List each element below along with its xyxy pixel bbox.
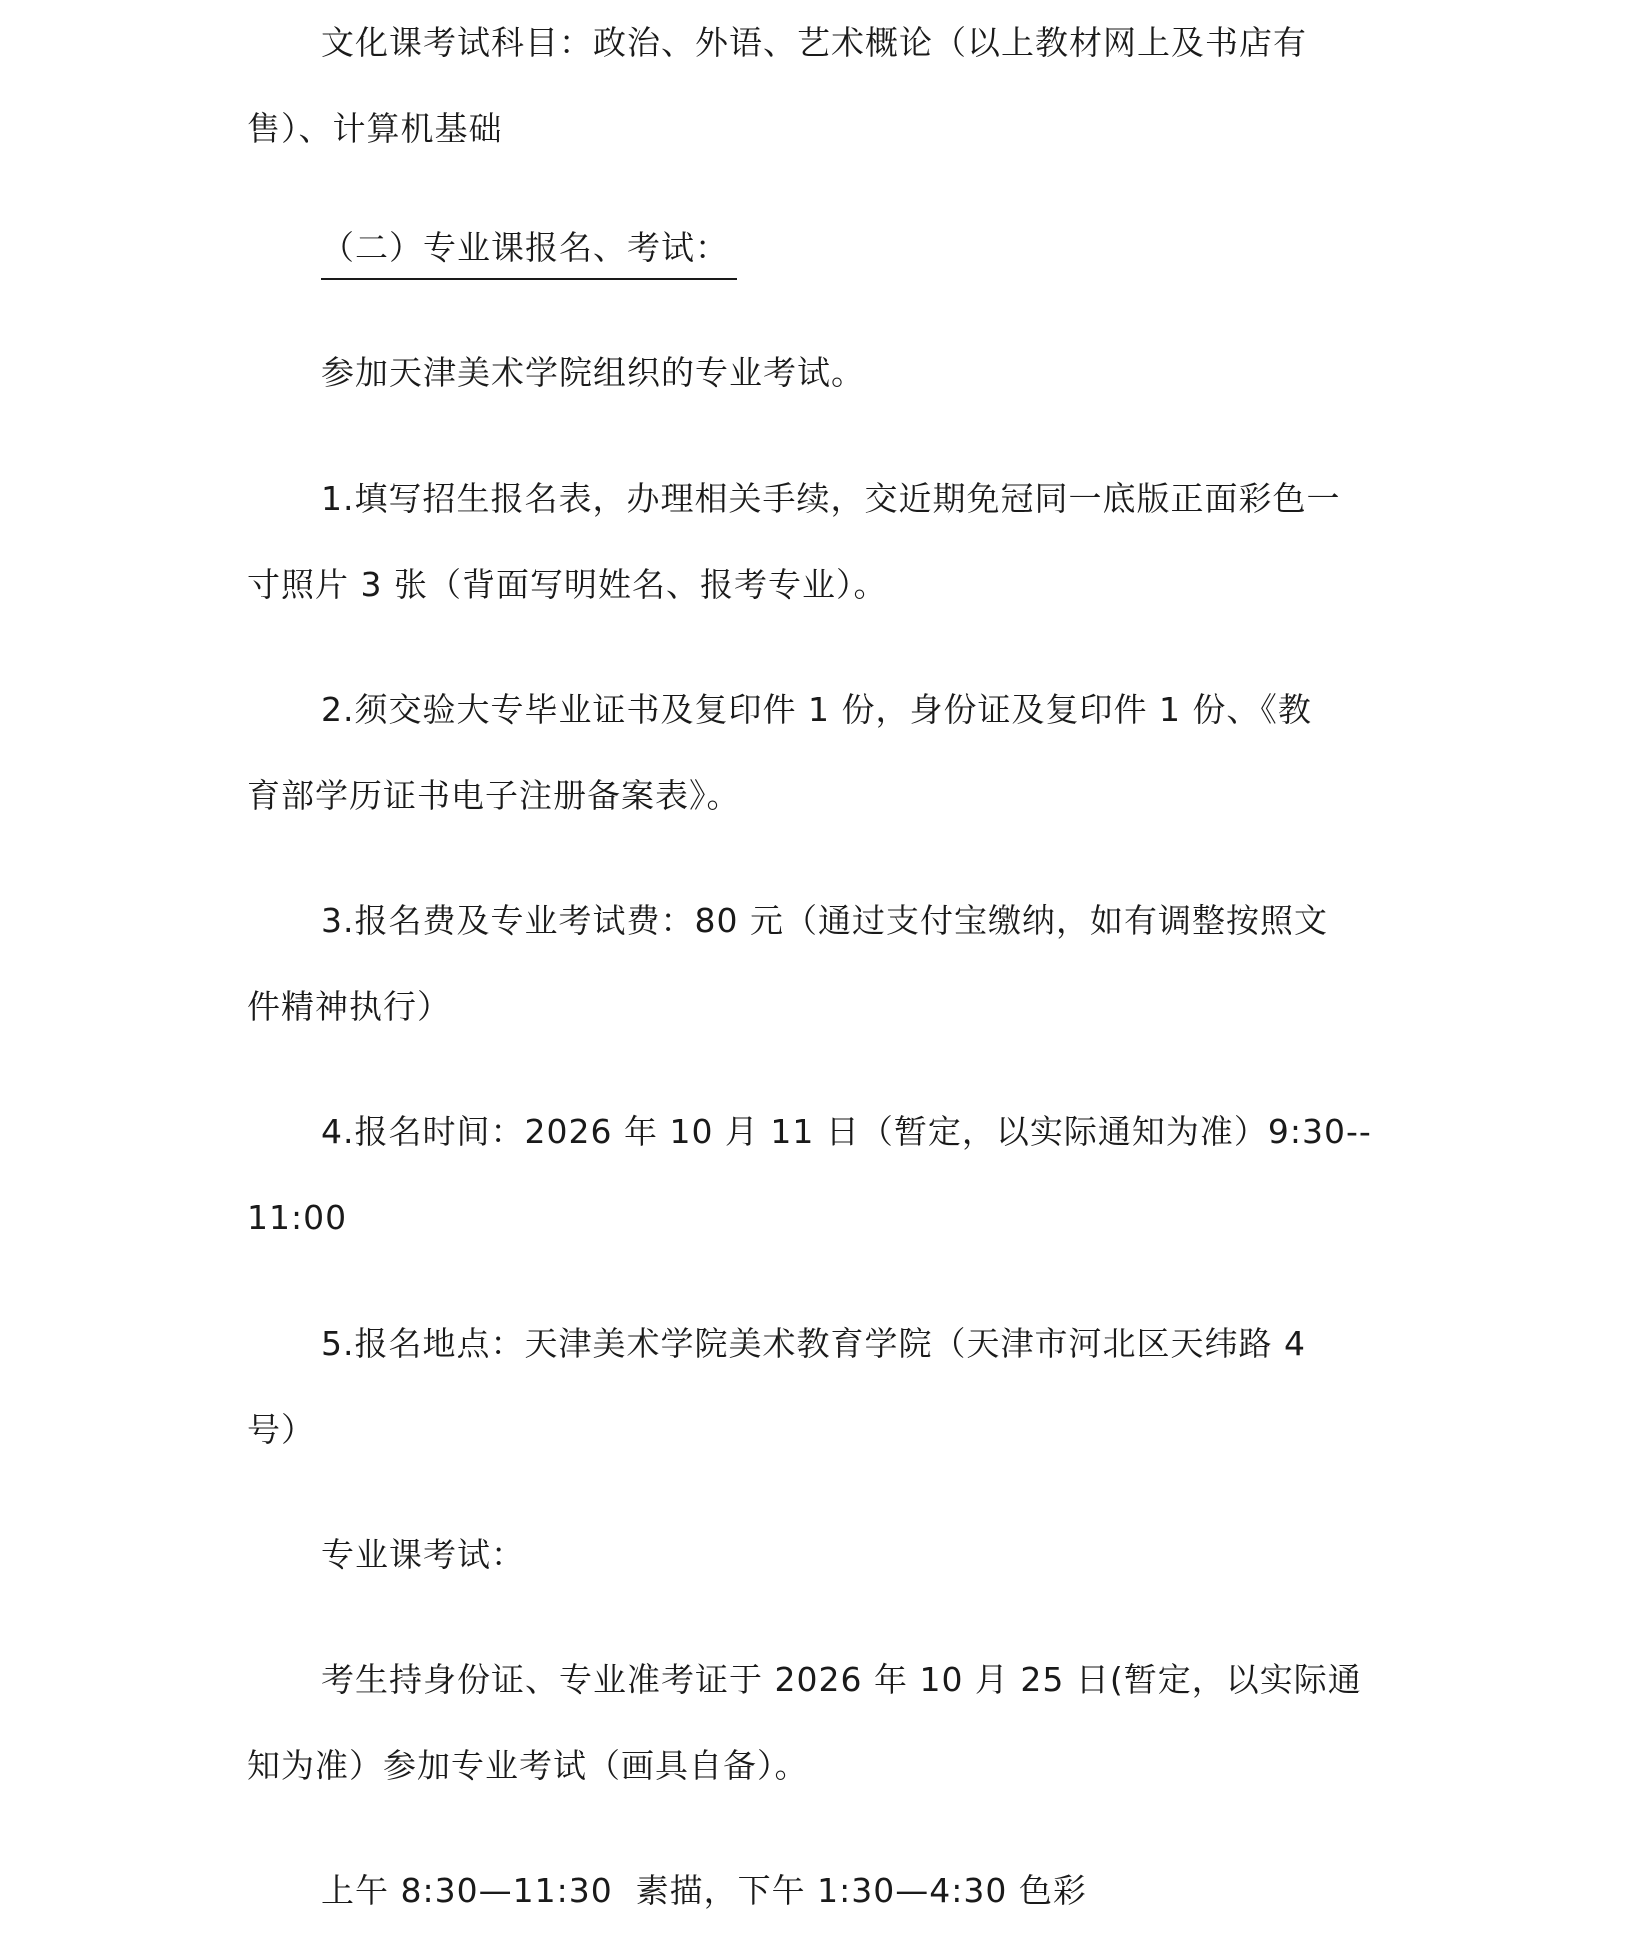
culture-subjects-paragraph xyxy=(247,0,1397,172)
paragraph-line: 11:00 xyxy=(247,1198,348,1237)
item-4-paragraph xyxy=(247,1089,1397,1261)
schedule-paragraph xyxy=(247,1848,1397,1934)
paragraph-line: 4.报名时间：2026 年 10 月 11 日（暂定，以实际通知为准）9:30-- xyxy=(321,1112,1372,1151)
paragraph-line: 寸照片 3 张（背面写明姓名、报考专业）。 xyxy=(247,565,888,604)
paragraph-line: 5.报名地点：天津美术学院美术教育学院（天津市河北区天纬路 4 xyxy=(321,1324,1306,1363)
item-3-paragraph xyxy=(247,878,1397,1050)
paragraph-line: 育部学历证书电子注册备案表》。 xyxy=(247,776,741,815)
paragraph-line: 2.须交验大专毕业证书及复印件 1 份，身份证及复印件 1 份、《教 xyxy=(321,690,1312,729)
paragraph-line: 文化课考试科目：政治、外语、艺术概论（以上教材网上及书店有 xyxy=(321,23,1307,62)
section-heading: （二）专业课报名、考试： xyxy=(321,218,737,280)
paragraph-line: 号） xyxy=(247,1410,315,1449)
paragraph-line: 专业课考试： xyxy=(321,1535,525,1574)
item-5-paragraph xyxy=(247,1301,1397,1473)
item-1-paragraph xyxy=(247,456,1397,628)
paragraph-line: 售）、计算机基础 xyxy=(247,109,503,148)
item-2-paragraph xyxy=(247,667,1397,839)
paragraph-line: 知为准）参加专业考试（画具自备）。 xyxy=(247,1746,809,1785)
exam-detail-paragraph xyxy=(247,1637,1397,1809)
join-exam-paragraph xyxy=(247,330,1397,416)
paragraph-line: 3.报名费及专业考试费：80 元（通过支付宝缴纳，如有调整按照文 xyxy=(321,901,1328,940)
paragraph-line: 考生持身份证、专业准考证于 2026 年 10 月 25 日(暂定，以实际通 xyxy=(321,1660,1362,1699)
paragraph-line: 1.填写招生报名表，办理相关手续，交近期免冠同一底版正面彩色一 xyxy=(321,479,1341,518)
paragraph-line: 件精神执行） xyxy=(247,987,451,1026)
paragraph-line: 上午 8:30—11:30 素描，下午 1:30—4:30 色彩 xyxy=(321,1871,1087,1910)
exam-heading-paragraph xyxy=(247,1512,1397,1598)
paragraph-line: 参加天津美术学院组织的专业考试。 xyxy=(321,353,865,392)
